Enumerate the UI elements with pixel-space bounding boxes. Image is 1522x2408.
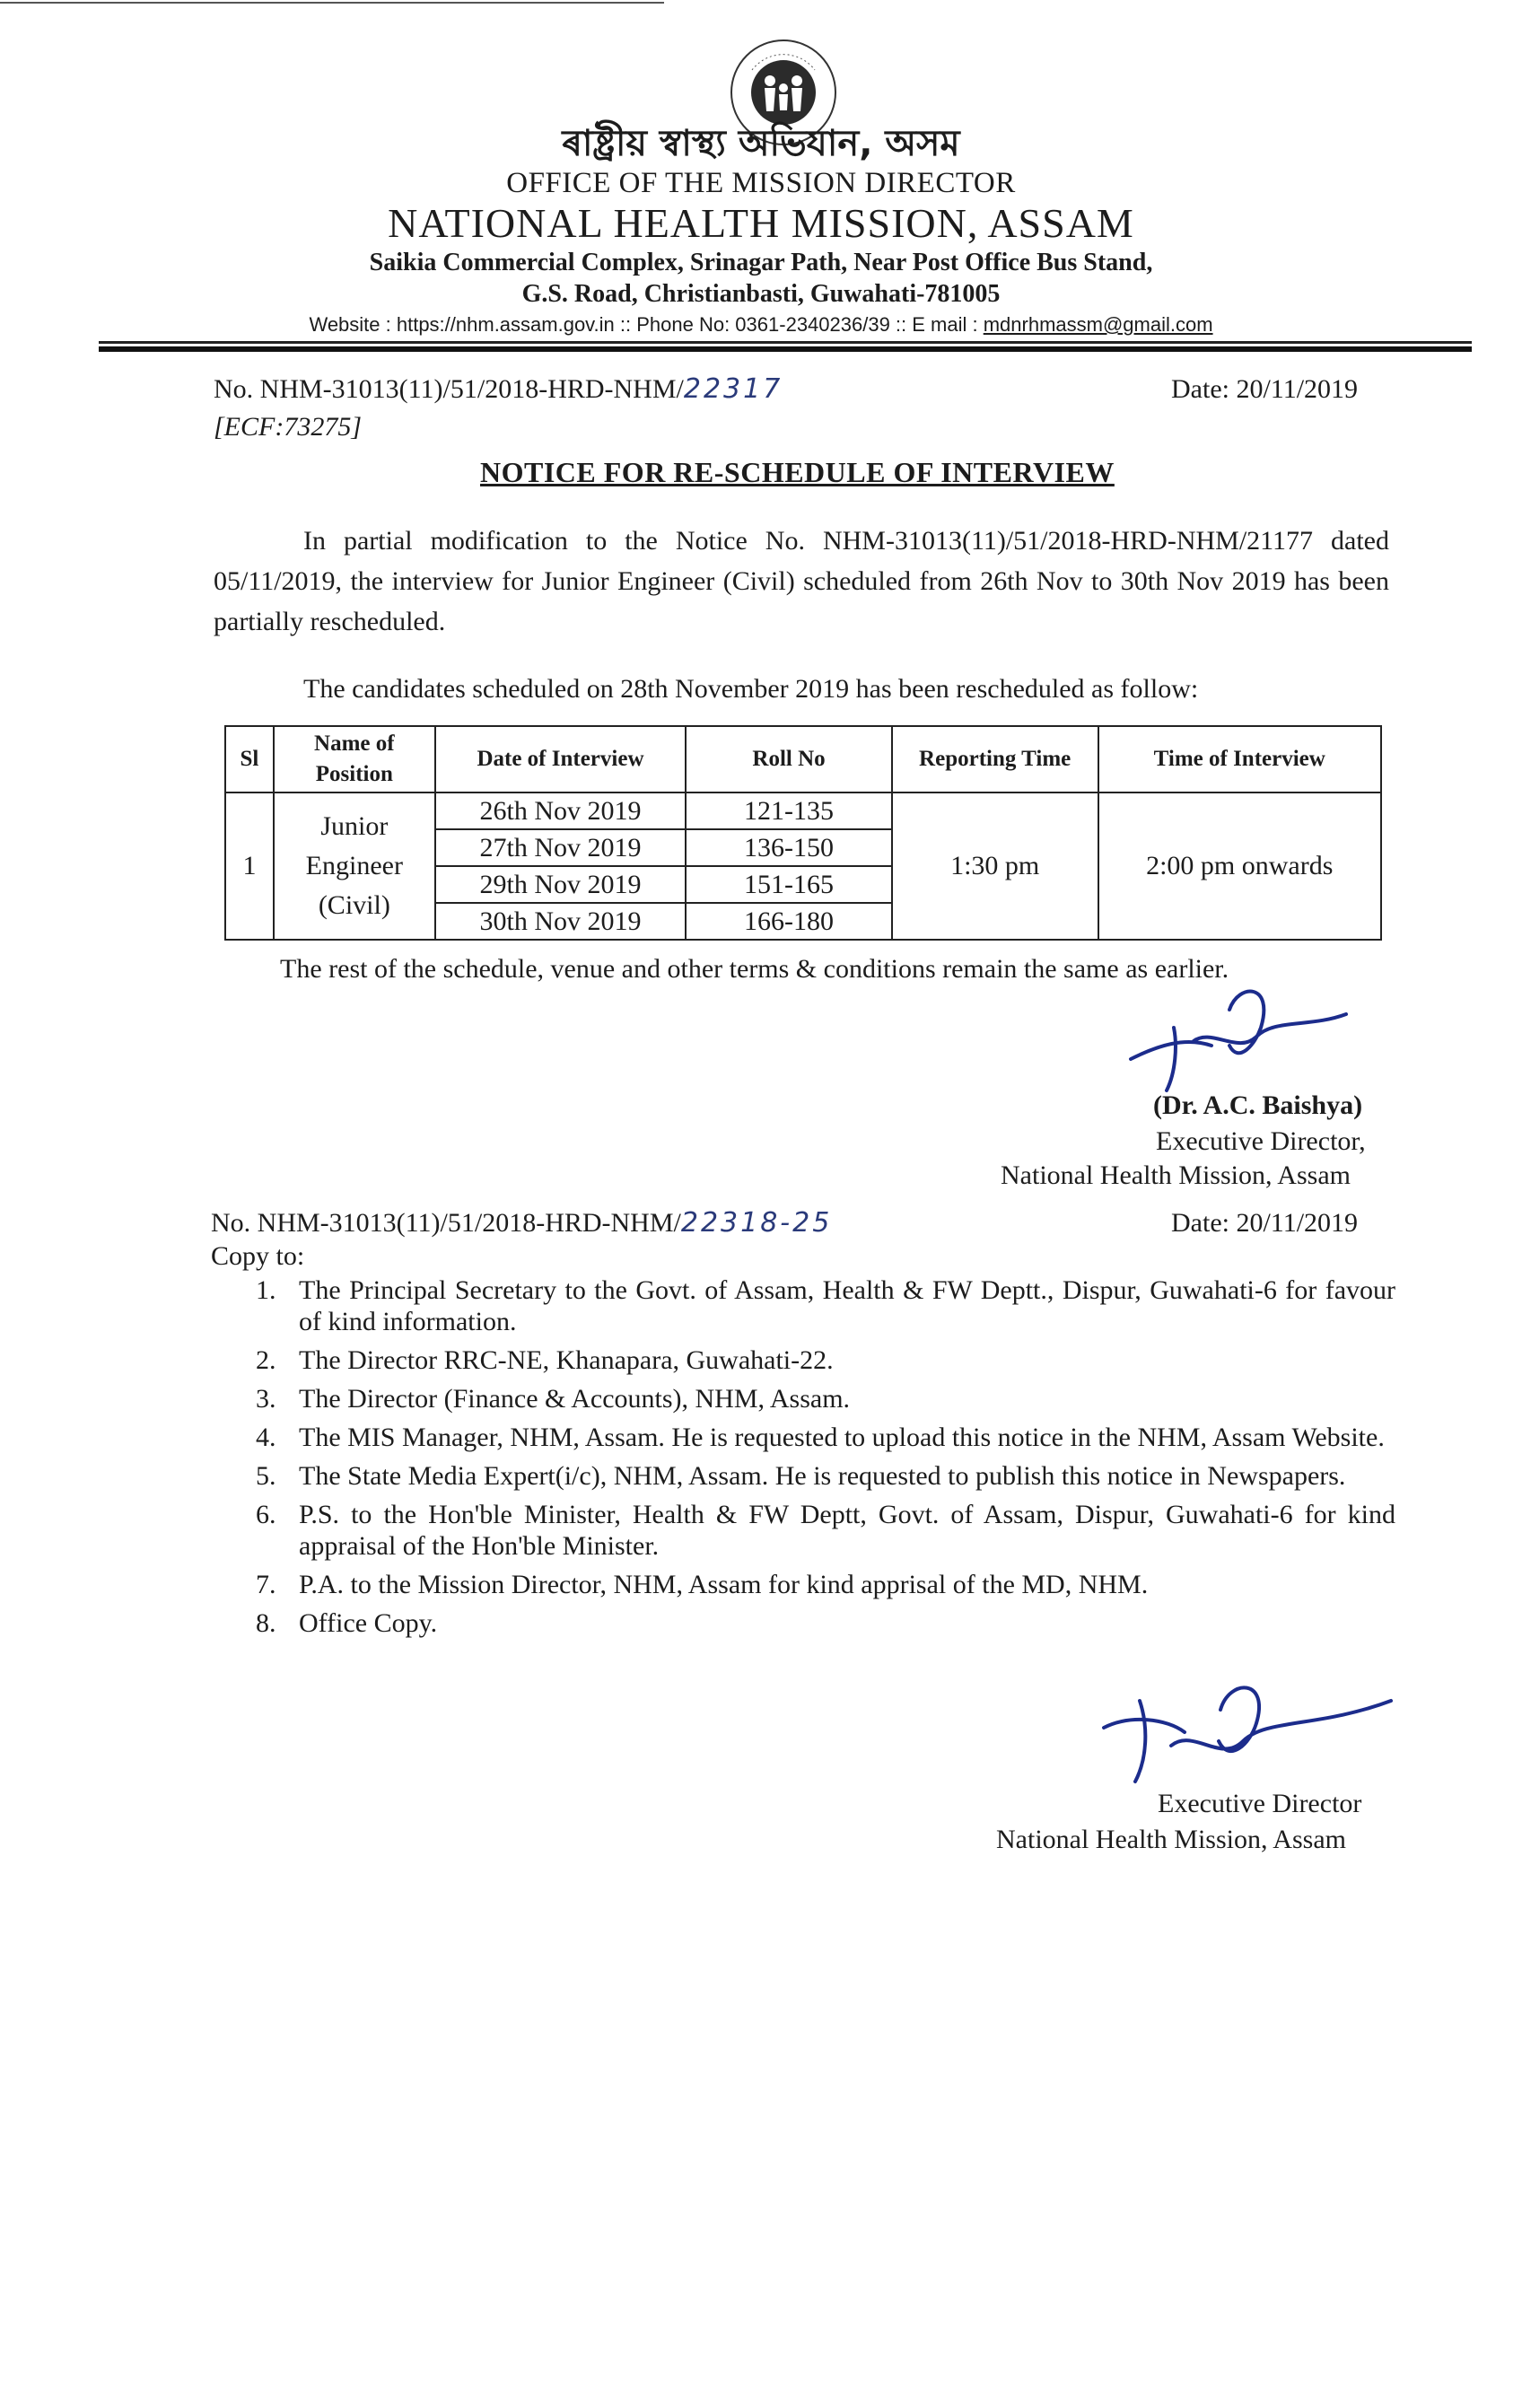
list-item-number: 3. [256, 1384, 276, 1414]
header-rule-thin [99, 341, 1472, 344]
table-row [225, 792, 1381, 829]
address-line-2: G.S. Road, Christianbasti, Guwahati-781005 [521, 280, 1001, 308]
list-item [211, 1607, 1395, 1639]
bengali-title: ৰাষ্ট্ৰীয় স্বাস্থ্য অভিযান, অসম [562, 123, 960, 164]
notice-title: NOTICE FOR RE-SCHEDULE OF INTERVIEW [480, 456, 1115, 488]
list-item [211, 1344, 1395, 1376]
list-item-number: 8. [256, 1608, 276, 1638]
cell-date: 27th Nov 2019 [435, 829, 687, 866]
col-header-reporting-time: Reporting Time [892, 726, 1098, 792]
notice-date: Date: 20/11/2019 [1171, 374, 1359, 404]
list-item-number: 7. [256, 1570, 276, 1599]
notice-ref-number [214, 372, 783, 407]
copy-signatory-organization: National Health Mission, Assam [996, 1825, 1346, 1854]
list-item-text: Office Copy. [299, 1608, 438, 1638]
cell-date: 30th Nov 2019 [435, 903, 687, 940]
email-link[interactable]: mdnrhmassm@gmail.com [983, 313, 1213, 336]
top-edge-line [0, 2, 664, 4]
copy-ref-handwritten: 22318-25 [680, 1207, 833, 1239]
copy-date: Date: 20/11/2019 [1171, 1208, 1359, 1238]
notice-paragraph-2: The candidates scheduled on 28th November 2019 has been rescheduled as follow: [303, 674, 1199, 704]
copy-ref-text: No. NHM-31013(11)/51/2018-HRD-NHM/ [211, 1208, 681, 1238]
signatory-organization: National Health Mission, Assam [1001, 1160, 1351, 1190]
list-item [211, 1499, 1395, 1562]
cell-roll: 121-135 [686, 792, 892, 829]
signatory-designation: Executive Director, [1156, 1126, 1366, 1156]
ref-number-text: No. NHM-31013(11)/51/2018-HRD-NHM/ [214, 374, 684, 404]
col-header-interview-time: Time of Interview [1098, 726, 1382, 792]
signatory-name: (Dr. A.C. Baishya) [1153, 1090, 1363, 1120]
list-item [211, 1274, 1395, 1337]
office-title: OFFICE OF THE MISSION DIRECTOR [506, 167, 1016, 199]
list-item-number: 2. [256, 1345, 276, 1375]
list-item-text: P.A. to the Mission Director, NHM, Assam for kind apprisal of the MD, NHM. [299, 1570, 1149, 1599]
table-header-row [225, 726, 1381, 792]
list-item [211, 1422, 1395, 1453]
cell-date: 26th Nov 2019 [435, 792, 687, 829]
col-header-roll: Roll No [686, 726, 892, 792]
cell-position: Junior Engineer (Civil) [274, 792, 435, 940]
cell-sl: 1 [225, 792, 274, 940]
list-item-number: 6. [256, 1500, 276, 1529]
header-rule-thick [99, 346, 1472, 352]
cell-date: 29th Nov 2019 [435, 866, 687, 903]
cell-roll: 151-165 [686, 866, 892, 903]
copy-signatory-designation: Executive Director [1158, 1789, 1362, 1818]
list-item [211, 1460, 1395, 1492]
copy-to-label: Copy to: [211, 1241, 305, 1271]
list-item-text: P.S. to the Hon'ble Minister, Health & FW Deptt, Govt. of Assam, Dispur, Guwahati-6 for kind appraisal of the Hon'ble Minister. [299, 1500, 1395, 1561]
list-item-number: 4. [256, 1423, 276, 1452]
col-header-sl: Sl [225, 726, 274, 792]
list-item-text: The State Media Expert(i/c), NHM, Assam. He is requested to publish this notice in Newspapers. [299, 1461, 1346, 1491]
list-item-text: The MIS Manager, NHM, Assam. He is requested to upload this notice in the NHM, Assam Website. [299, 1423, 1385, 1452]
list-item-number: 5. [256, 1461, 276, 1491]
contact-details: Website : https://nhm.assam.gov.in :: Phone No: 0361-2340236/39 :: E mail : [309, 313, 984, 336]
closing-statement: The rest of the schedule, venue and other terms & conditions remain the same as earlier. [280, 954, 1229, 984]
list-item [211, 1383, 1395, 1414]
cell-interview-time: 2:00 pm onwards [1098, 792, 1382, 940]
list-item [211, 1569, 1395, 1600]
copy-ref-number [211, 1205, 832, 1240]
interview-schedule-table [224, 725, 1382, 941]
signature-icon [1086, 1665, 1409, 1799]
list-item-number: 1. [256, 1275, 276, 1305]
ecf-number: [ECF:73275] [214, 412, 362, 442]
cell-roll: 166-180 [686, 903, 892, 940]
list-item-text: The Director RRC-NE, Khanapara, Guwahati-22. [299, 1345, 834, 1375]
copy-to-list [211, 1274, 1395, 1646]
cell-roll: 136-150 [686, 829, 892, 866]
contact-line [0, 313, 1522, 337]
list-item-text: The Director (Finance & Accounts), NHM, Assam. [299, 1384, 851, 1414]
col-header-date: Date of Interview [435, 726, 687, 792]
col-header-position: Name of Position [274, 726, 435, 792]
organization-title: NATIONAL HEALTH MISSION, ASSAM [388, 200, 1134, 246]
notice-paragraph-1: In partial modification to the Notice No. NHM-31013(11)/51/2018-HRD-NHM/21177 dated 05/11/2019, the interview for Junior Engineer (Civil) scheduled from 26th Nov to 30th Nov 2019 has been partially rescheduled. [214, 526, 1389, 636]
address-line-1: Saikia Commercial Complex, Srinagar Path, Near Post Office Bus Stand, [369, 249, 1153, 276]
cell-reporting-time: 1:30 pm [892, 792, 1098, 940]
ref-number-handwritten: 22317 [683, 373, 783, 405]
list-item-text: The Principal Secretary to the Govt. of Assam, Health & FW Deptt., Dispur, Guwahati-6 for favour of kind information. [299, 1275, 1395, 1336]
